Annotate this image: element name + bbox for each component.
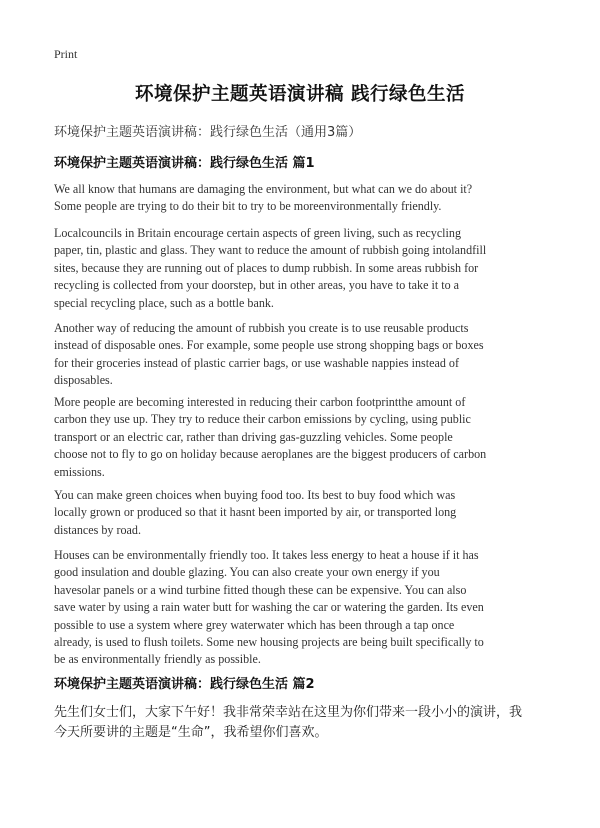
paragraph-3 [54, 320, 554, 390]
paragraph-line: 先生们女士们，大家下午好！我非常荣幸站在这里为你们带来一段小小的演讲，我 [54, 705, 523, 720]
paragraph-line: transport or an electric car, rather than driving gas-guzzling vehicles. Some people [54, 429, 453, 444]
section-heading-1: 环境保护主题英语演讲稿：践行绿色生活 篇1 [54, 156, 315, 171]
paragraph-line: emissions. [54, 464, 105, 479]
paragraph-line: Houses can be environmentally friendly too. It takes less energy to heat a house if it has [54, 548, 479, 562]
paragraph-line: choose not to fly to go on holiday because aeroplanes are the biggest producers of carbon [54, 447, 487, 462]
paragraph-line: instead of disposable ones. For example, some people use strong shopping bags or boxes [54, 338, 484, 353]
paragraph-6 [54, 547, 554, 669]
paragraph-line: Some people are trying to do their bit to try to be moreenvironmentally friendly. [54, 199, 442, 214]
paragraph-line: More people are becoming interested in reducing their carbon footprintthe amount of [54, 395, 466, 409]
paragraph-line: for their groceries instead of plastic carrier bags, or use washable nappies instead of [54, 355, 459, 370]
paragraph-line: You can make green choices when buying food too. Its best to buy food which was [54, 488, 456, 502]
paragraph-line: already, is used to flush toilets. Some new housing projects are being built specifically to [54, 635, 484, 650]
paragraph-4 [54, 394, 554, 481]
paragraph-line: Another way of reducing the amount of rubbish you create is to use reusable products [54, 321, 469, 335]
paragraph-line: recycling is collected from your doorstep, but in other areas, you have to take it to a [54, 278, 460, 293]
paragraph-line: havesolar panels or a wind turbine fitted though these can be expensive. You can also [54, 582, 467, 597]
paragraph-line: special recycling place, such as a bottle bank. [54, 295, 274, 310]
paragraph-7 [54, 703, 554, 743]
paragraph-line: carbon they use up. They try to reduce their carbon emissions by cycling, using public [54, 412, 471, 427]
paragraph-line: save water by using a rain water butt for washing the car or watering the garden. Its even [54, 600, 484, 615]
paragraph-line: Localcouncils in Britain encourage certain aspects of green living, such as recycling [54, 226, 462, 240]
paragraph-line: We all know that humans are damaging the environment, but what can we do about it? [54, 182, 473, 196]
paragraph-line: 今天所要讲的主题是“生命”，我希望你们喜欢。 [54, 725, 328, 740]
paragraph-line: distances by road. [54, 522, 141, 537]
paragraph-line: paper, tin, plastic and glass. They want to reduce the amount of rubbish going intolandfill [54, 243, 487, 258]
paragraph-line: disposables. [54, 373, 113, 388]
document-subtitle: 环境保护主题英语演讲稿：践行绿色生活（通用3篇） [54, 125, 362, 140]
paragraph-2 [54, 225, 554, 312]
paragraph-line: be as environmentally friendly as possible. [54, 652, 261, 667]
print-link[interactable]: Print [54, 47, 78, 61]
paragraph-line: good insulation and double glazing. You can also create your own energy if you [54, 565, 440, 580]
paragraph-1 [54, 181, 554, 216]
paragraph-line: sites, because they are running out of places to dump rubbish. In some areas rubbish for [54, 260, 479, 275]
section-heading-2: 环境保护主题英语演讲稿：践行绿色生活 篇2 [54, 677, 315, 692]
document-title: 环境保护主题英语演讲稿 践行绿色生活 [135, 84, 465, 105]
paragraph-line: locally grown or produced so that it hasnt been imported by air, or transported long [54, 505, 457, 520]
paragraph-line: possible to use a system where grey waterwater which has been through a tap once [54, 617, 455, 632]
paragraph-5 [54, 487, 554, 539]
